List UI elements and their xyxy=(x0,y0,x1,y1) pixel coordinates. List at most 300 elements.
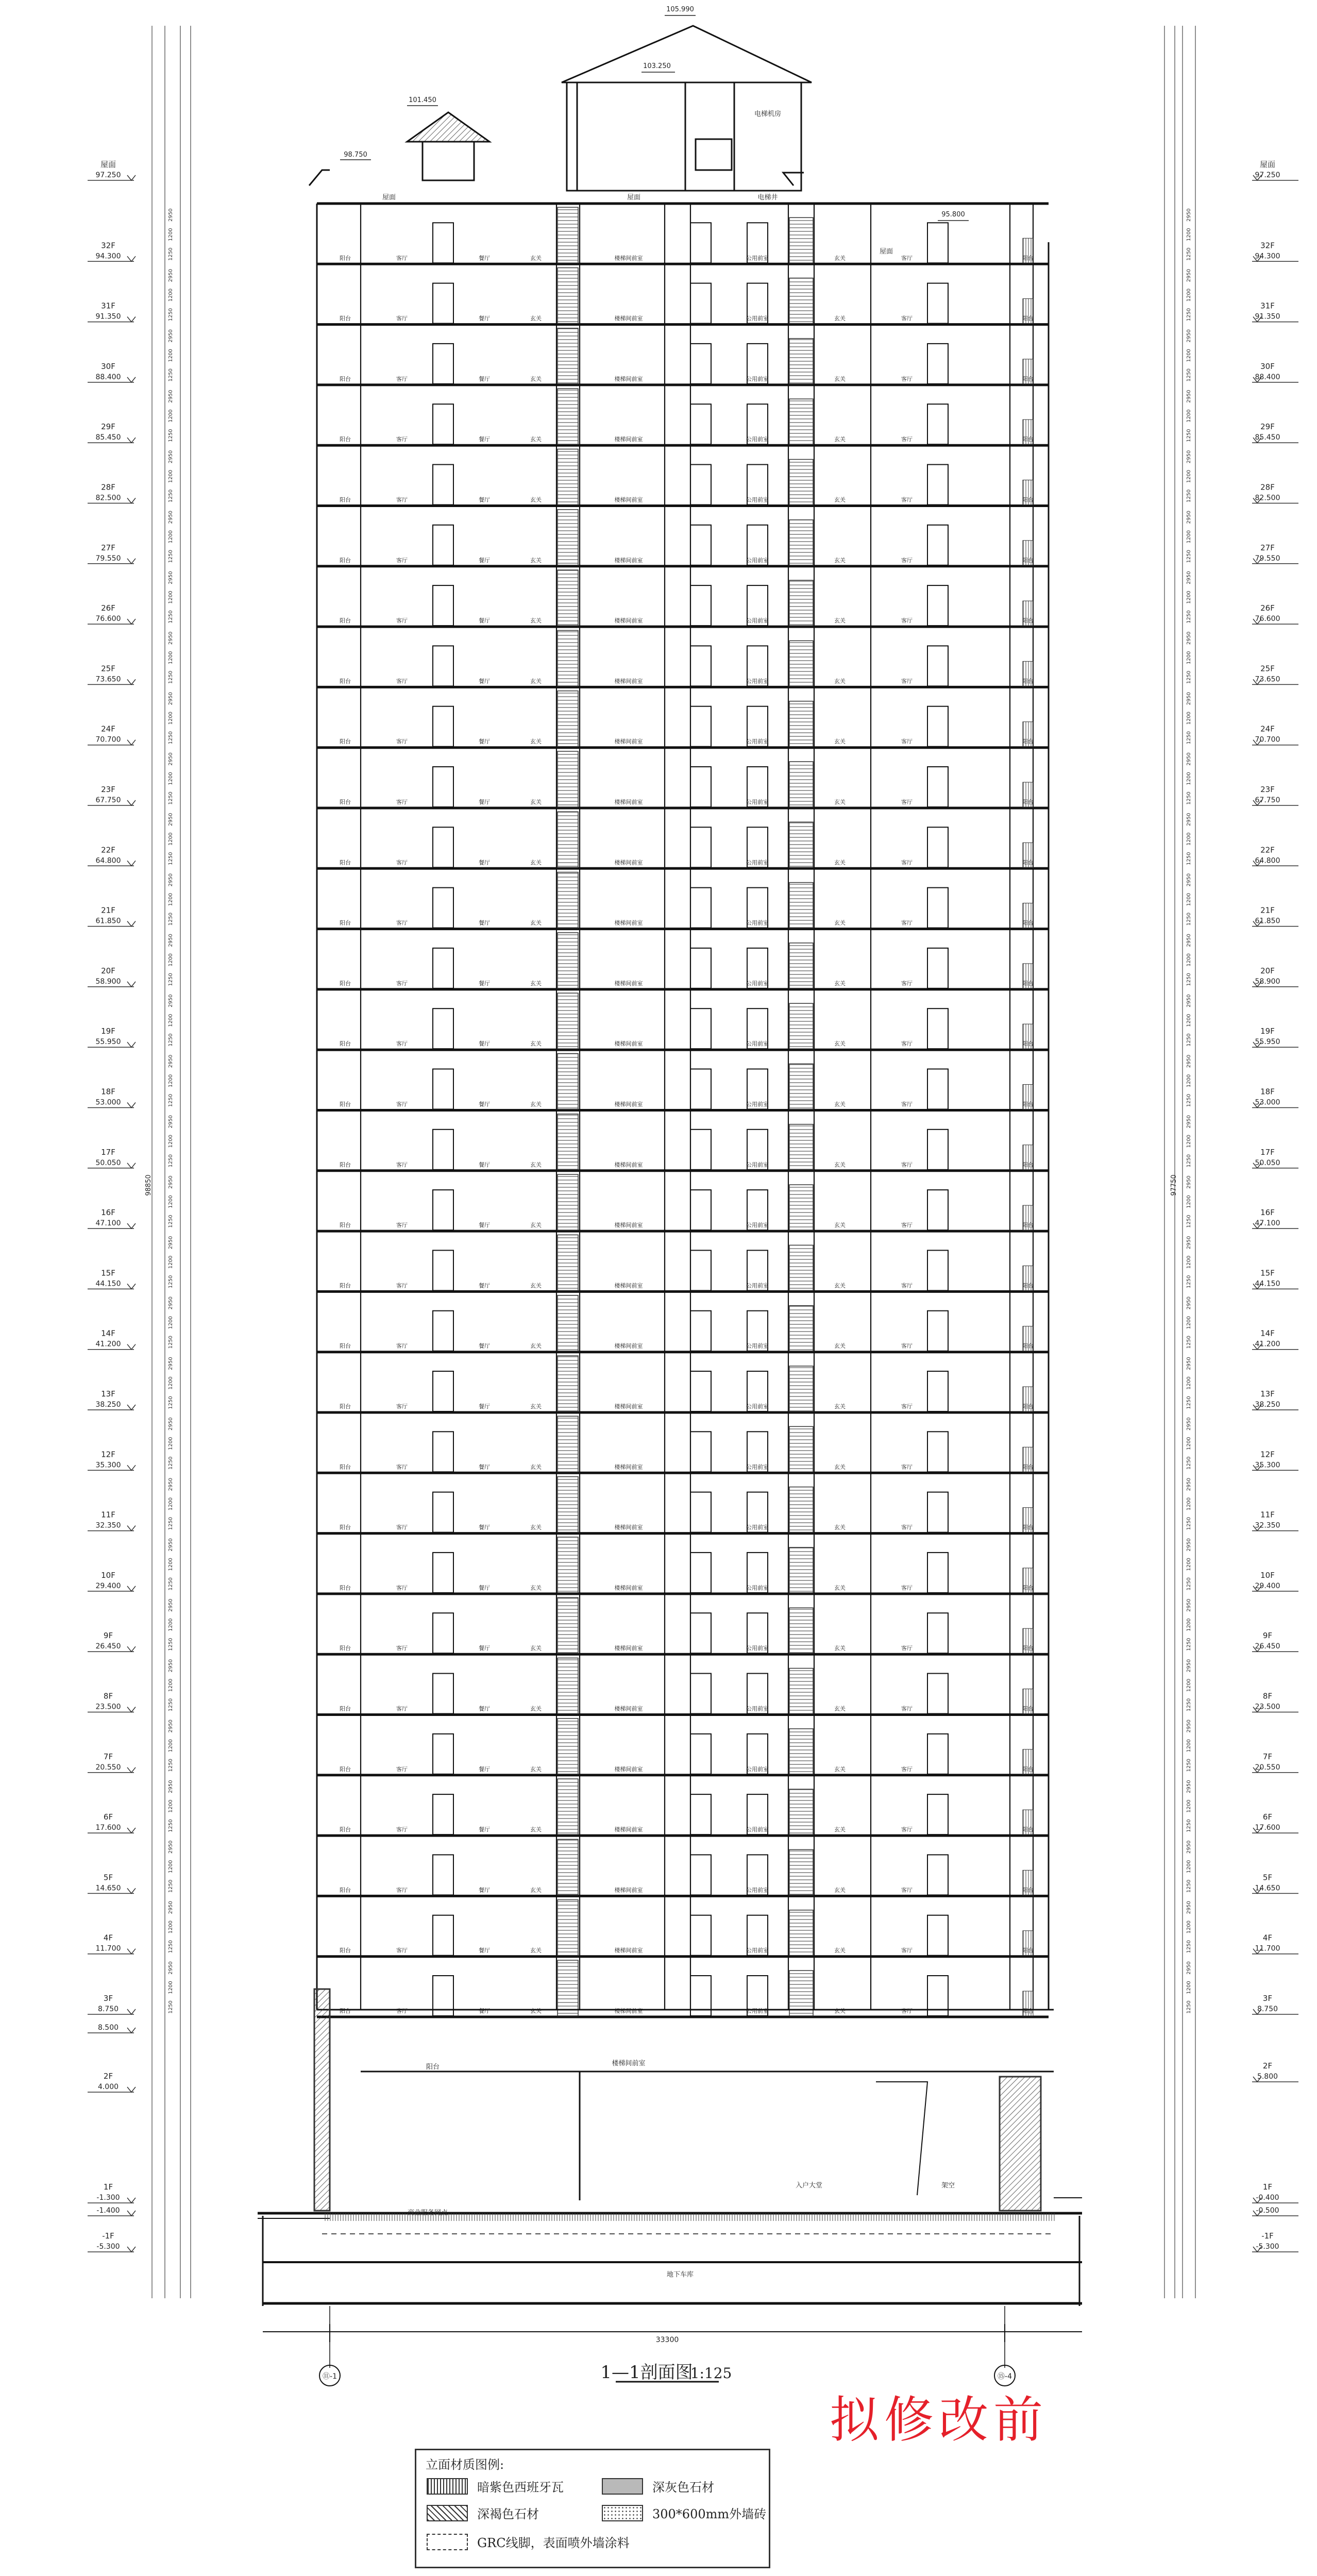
storey-dimension: 1250 xyxy=(168,1154,174,1168)
storey-dimension: 1200 xyxy=(1186,772,1192,785)
level-name: 12F xyxy=(101,1450,115,1459)
legend-item-wall-tile xyxy=(602,2504,766,2522)
tile-swatch-icon xyxy=(427,2478,468,2495)
room-label: 公用前室 xyxy=(746,557,769,564)
storey-dimension: 1250 xyxy=(168,1335,174,1349)
room-label: 餐厅 xyxy=(479,1222,490,1229)
axis-label-right: ⑮-4 xyxy=(998,2372,1012,2381)
level-elevation: 64.800 xyxy=(1255,856,1280,865)
door-opening xyxy=(433,706,453,747)
stair-hatch xyxy=(558,812,578,867)
level-elevation: 35.300 xyxy=(95,1461,121,1470)
storey-dimension: 2950 xyxy=(168,1900,174,1914)
stair-hatch xyxy=(558,872,578,928)
storey-dimension: 2950 xyxy=(168,450,174,464)
level-name: 1F xyxy=(103,2182,113,2192)
room-label: 楼梯间前室 xyxy=(614,617,643,625)
level-name: 29F xyxy=(1260,422,1275,432)
storey-dimension: 2950 xyxy=(1186,329,1192,343)
room-label: 阳台 xyxy=(340,1403,351,1410)
storey-dimension: 1250 xyxy=(168,670,174,684)
level-marker xyxy=(88,1450,136,1470)
level-name: 23F xyxy=(101,785,115,794)
stair-hatch xyxy=(558,207,578,263)
level-elevation: 11.700 xyxy=(95,1944,121,1953)
room-label: 客厅 xyxy=(901,1222,913,1229)
door-opening xyxy=(690,223,711,263)
room-label: 餐厅 xyxy=(479,678,490,685)
room-label: 客厅 xyxy=(396,1463,408,1471)
storey-dimension: 1250 xyxy=(168,429,174,442)
level-name: 16F xyxy=(101,1208,115,1218)
room-label: 楼梯间前室 xyxy=(614,436,643,443)
room-label: 客厅 xyxy=(396,1826,408,1833)
room-label: 客厅 xyxy=(901,678,913,685)
room-label: 客厅 xyxy=(901,859,913,866)
storey-dimension: 1250 xyxy=(1186,1698,1192,1712)
level-name: 15F xyxy=(101,1268,115,1278)
storey-dimension: 1250 xyxy=(168,489,174,503)
storey-dimension: 1250 xyxy=(1186,1517,1192,1530)
level-name: 6F xyxy=(103,1812,113,1822)
level-marker xyxy=(88,2207,136,2216)
room-label: 玄关 xyxy=(530,1403,542,1410)
room-label: 玄关 xyxy=(530,1101,542,1108)
room-label: 玄关 xyxy=(834,1765,846,1773)
level-elevation: 26.450 xyxy=(95,1642,121,1651)
door-opening xyxy=(433,1008,453,1049)
level-elevation: 29.400 xyxy=(1255,1581,1280,1590)
room-label: 玄关 xyxy=(834,1463,846,1471)
storey-dimension: 1200 xyxy=(168,1558,174,1571)
storey-dimension: 1250 xyxy=(168,1456,174,1470)
door-opening xyxy=(690,1553,711,1593)
room-label: 餐厅 xyxy=(479,1040,490,1048)
room-basement-label: 地下车库 xyxy=(666,2271,694,2279)
door-opening xyxy=(927,525,948,565)
room-label: 客厅 xyxy=(901,1040,913,1048)
storey-dimension: 2950 xyxy=(168,511,174,524)
storey-dimension: 2950 xyxy=(1186,1296,1192,1310)
door-opening xyxy=(927,1492,948,1533)
room-label: 餐厅 xyxy=(479,738,490,745)
door-opening xyxy=(927,404,948,444)
level-name: 18F xyxy=(101,1087,115,1097)
level-elevation: 53.000 xyxy=(1255,1098,1280,1107)
room-label: 阳台 xyxy=(340,1826,351,1833)
door-opening xyxy=(690,1250,711,1290)
level-name: 28F xyxy=(101,482,115,492)
storey-dimension: 2950 xyxy=(1186,752,1192,766)
room-label: 客厅 xyxy=(901,1887,913,1894)
level-name: 8F xyxy=(1262,1691,1273,1701)
storey-dimension: 2950 xyxy=(1186,1900,1192,1914)
level-marker xyxy=(1252,1329,1298,1350)
level-marker xyxy=(88,2231,136,2252)
room-label: 阳台 xyxy=(340,1342,351,1350)
storey-dimension: 2950 xyxy=(168,390,174,403)
room-label: 阳台 xyxy=(340,1584,351,1591)
room-label: 客厅 xyxy=(396,1584,408,1591)
level-name: 20F xyxy=(101,966,115,975)
shaft-hatch xyxy=(789,339,813,384)
stair-hatch xyxy=(558,510,578,565)
room-label: 楼梯间前室 xyxy=(614,1040,643,1048)
door-opening xyxy=(690,1311,711,1351)
storey-dimension: 1200 xyxy=(1186,1497,1192,1511)
storey-dimension: 1200 xyxy=(168,1316,174,1329)
storey-dimension: 2950 xyxy=(168,208,174,222)
level-name: 4F xyxy=(103,1933,113,1943)
level-marker xyxy=(88,1631,136,1652)
room-label: 餐厅 xyxy=(479,2008,490,2014)
room-label: 阳台 xyxy=(340,1040,351,1048)
room-label: 公用前室 xyxy=(746,1463,769,1471)
room-label: 餐厅 xyxy=(479,1161,490,1168)
shaft-hatch xyxy=(789,1306,813,1351)
storey-dimension: 2950 xyxy=(168,692,174,705)
storey-dimension: 1200 xyxy=(168,1739,174,1753)
stair-hatch xyxy=(558,1597,578,1653)
room-label: 阳台 xyxy=(340,799,351,805)
storey-dimension: 1200 xyxy=(1186,409,1192,423)
level-marker xyxy=(88,664,136,684)
storey-dimension: 1200 xyxy=(1186,228,1192,242)
room-label: 楼梯间前室 xyxy=(614,980,643,987)
room-label: 阳台 xyxy=(340,1705,351,1712)
storey-dimension: 1200 xyxy=(168,832,174,846)
storey-dimension: 2950 xyxy=(168,1296,174,1310)
level-marker xyxy=(88,1510,136,1531)
room-label: 玄关 xyxy=(834,980,846,987)
storey-dimension: 2950 xyxy=(168,813,174,827)
material-legend xyxy=(415,2449,770,2568)
room-label: 楼梯间前室 xyxy=(614,859,643,866)
door-opening xyxy=(690,1613,711,1653)
room-label: 阳台 xyxy=(1022,678,1034,685)
storey-dimension: 1200 xyxy=(1186,1739,1192,1753)
storey-dimension: 1250 xyxy=(1186,1215,1192,1228)
level-marker xyxy=(88,1933,136,1954)
storey-dimension: 1200 xyxy=(168,1376,174,1390)
room-label: 楼梯间前室 xyxy=(614,1101,643,1108)
level-name: 18F xyxy=(1260,1087,1275,1097)
stair-hatch xyxy=(558,1719,578,1774)
room-label: 客厅 xyxy=(396,1887,408,1894)
level-elevation: 41.200 xyxy=(1255,1340,1280,1349)
storey-dimension: 2950 xyxy=(1186,450,1192,464)
roof-terrace-label-left: 屋面 xyxy=(382,194,396,201)
level-elevation: 8.750 xyxy=(1257,2005,1278,2013)
door-opening xyxy=(433,1734,453,1774)
shaft-hatch xyxy=(789,1185,813,1230)
level-marker xyxy=(1252,664,1298,684)
room-label: 阳台 xyxy=(1022,617,1034,625)
room-label: 客厅 xyxy=(396,617,408,625)
room-label: 餐厅 xyxy=(479,859,490,866)
room-commercial-label: 商业服务网点 xyxy=(407,2209,448,2217)
room-label: 玄关 xyxy=(834,1101,846,1108)
room-label: 客厅 xyxy=(396,1765,408,1773)
storey-dimension: 2950 xyxy=(1186,1236,1192,1250)
storey-dimension: 1200 xyxy=(1186,1558,1192,1571)
level-elevation: 17.600 xyxy=(1255,1824,1280,1832)
level-elevation: 58.900 xyxy=(1255,977,1280,986)
room-label: 楼梯间前室 xyxy=(614,1705,643,1712)
door-opening xyxy=(927,827,948,867)
room-label: 餐厅 xyxy=(479,557,490,564)
level-marker xyxy=(1252,422,1298,443)
storey-dimension: 1250 xyxy=(1186,1577,1192,1591)
shaft-hatch xyxy=(789,580,813,626)
stair-hatch xyxy=(558,1658,578,1714)
storey-dimension: 1250 xyxy=(168,1093,174,1107)
level-marker xyxy=(88,1329,136,1350)
storey-dimension: 2950 xyxy=(168,934,174,947)
level-name: 17F xyxy=(101,1147,115,1157)
level-marker xyxy=(88,301,136,322)
level-marker xyxy=(1252,2182,1298,2203)
roof-terrace-label-right: 屋面 xyxy=(879,248,893,256)
level-elevation: 44.150 xyxy=(1255,1279,1280,1288)
level-elevation: 94.300 xyxy=(1255,252,1280,261)
level-marker xyxy=(1252,1148,1298,1168)
room-label: 玄关 xyxy=(834,617,846,625)
room-label: 客厅 xyxy=(901,2008,913,2014)
level-name: 21F xyxy=(1260,905,1275,915)
shaft-hatch xyxy=(789,1003,813,1049)
room-label: 玄关 xyxy=(530,1222,542,1229)
storey-dimension: 2950 xyxy=(168,994,174,1007)
level-name: 6F xyxy=(1262,1812,1273,1822)
level-marker xyxy=(1252,845,1298,866)
room-label: 客厅 xyxy=(396,678,408,685)
level-elevation: 47.100 xyxy=(1255,1219,1280,1228)
storey-dimension: 1250 xyxy=(1186,2000,1192,2014)
podium xyxy=(258,1989,1082,2306)
level-name: 12F xyxy=(1260,1450,1275,1459)
storey-dimension: 1200 xyxy=(1186,1860,1192,1874)
left-level-column xyxy=(88,160,136,2252)
brown-stone-swatch-icon xyxy=(427,2505,468,2521)
level-name: 5F xyxy=(1262,1873,1273,1882)
level-name: 31F xyxy=(1260,301,1275,311)
storey-dimension: 2950 xyxy=(168,631,174,645)
room-label: 楼梯间前室 xyxy=(614,1342,643,1350)
door-opening xyxy=(690,1734,711,1774)
storey-dimension: 1250 xyxy=(168,1517,174,1530)
storey-dimension: 1200 xyxy=(168,409,174,423)
room-label: 客厅 xyxy=(901,1705,913,1712)
level-elevation: 73.650 xyxy=(1255,675,1280,684)
room-label: 阳台 xyxy=(1022,919,1034,927)
shaft-hatch xyxy=(789,762,813,807)
room-label: 玄关 xyxy=(530,919,542,927)
room-label: 楼梯间前室 xyxy=(614,1826,643,1833)
room-label: 餐厅 xyxy=(479,1282,490,1289)
door-opening xyxy=(690,404,711,444)
shaft-hatch xyxy=(789,822,813,867)
level-marker xyxy=(88,422,136,443)
room-label: 客厅 xyxy=(396,738,408,745)
shaft-hatch xyxy=(789,641,813,686)
stair-hatch xyxy=(558,1416,578,1472)
level-name: 27F xyxy=(1260,543,1275,552)
storey-dimension: 1200 xyxy=(168,530,174,544)
room-label: 公用前室 xyxy=(746,315,769,322)
room-label: 阳台 xyxy=(340,2008,351,2014)
level-name: 8F xyxy=(103,1691,113,1701)
level-elevation: 85.450 xyxy=(95,433,121,442)
door-opening xyxy=(690,948,711,988)
door-opening xyxy=(690,1371,711,1411)
level-marker xyxy=(88,725,136,745)
level-marker xyxy=(1252,1812,1298,1833)
storey-dimension: 1250 xyxy=(1186,610,1192,624)
door-opening xyxy=(690,827,711,867)
door-opening xyxy=(927,1130,948,1170)
room-label: 阳台 xyxy=(340,617,351,625)
level-elevation: 38.250 xyxy=(1255,1401,1280,1409)
shaft-hatch xyxy=(789,278,813,324)
room-label: 玄关 xyxy=(834,1826,846,1833)
room-label: 客厅 xyxy=(901,557,913,564)
room-label: 客厅 xyxy=(396,255,408,262)
storey-dimension: 2950 xyxy=(1186,1357,1192,1370)
room-label: 阳台 xyxy=(1022,1040,1034,1048)
storey-dimension: 1250 xyxy=(1186,1275,1192,1289)
level-elevation: 14.650 xyxy=(95,1884,121,1893)
level-elevation: 17.600 xyxy=(95,1824,121,1832)
legend-label: GRC线脚，表面喷外墙涂料 xyxy=(477,2536,630,2550)
storey-dimension: 1250 xyxy=(168,1033,174,1047)
room-label: 客厅 xyxy=(901,436,913,443)
room-label: 楼梯间前室 xyxy=(614,738,643,745)
storey-dimension: 1200 xyxy=(168,1437,174,1451)
storey-dimension: 1250 xyxy=(168,973,174,986)
room-label: 玄关 xyxy=(530,255,542,262)
room-label: 阳台 xyxy=(340,1101,351,1108)
stair-hatch xyxy=(558,933,578,988)
level-name: 11F xyxy=(101,1510,115,1520)
storey-dimension: 2950 xyxy=(1186,1659,1192,1673)
storey-dimension: 1200 xyxy=(1186,1618,1192,1631)
room-label: 楼梯间前室 xyxy=(614,315,643,322)
door-opening xyxy=(433,344,453,384)
level-marker xyxy=(88,1994,136,2014)
door-opening xyxy=(690,465,711,505)
storey-dimension: 2950 xyxy=(168,1961,174,1975)
level-marker xyxy=(88,906,136,927)
storey-dimension: 1200 xyxy=(168,1195,174,1208)
axis-label-left: ⑪-1 xyxy=(323,2372,337,2381)
room-label: 阳台 xyxy=(340,1887,351,1894)
level-elevation: 64.800 xyxy=(95,856,121,865)
room-labels xyxy=(408,2059,955,2279)
room-label: 客厅 xyxy=(396,436,408,443)
level-elevation: 32.350 xyxy=(1255,1521,1280,1530)
level-name: 2F xyxy=(103,2072,113,2081)
room-label: 客厅 xyxy=(396,919,408,927)
room-label: 客厅 xyxy=(396,1524,408,1531)
shaft-hatch xyxy=(789,1366,813,1411)
level-elevation: 67.750 xyxy=(95,796,121,804)
section-scale: 1:125 xyxy=(690,2365,732,2382)
room-label: 阳台 xyxy=(1022,1765,1034,1773)
level-name: 21F xyxy=(101,905,115,915)
room-label: 餐厅 xyxy=(479,1524,490,1531)
room-label: 餐厅 xyxy=(479,1645,490,1652)
wall-tile-swatch-icon xyxy=(602,2505,643,2521)
level-elevation: 70.700 xyxy=(95,735,121,744)
room-label: 客厅 xyxy=(901,255,913,262)
stair-hatch xyxy=(558,751,578,807)
room-label: 玄关 xyxy=(530,799,542,805)
door-opening xyxy=(433,585,453,626)
storey-dimension: 1200 xyxy=(1186,1316,1192,1329)
level-elevation: 38.250 xyxy=(95,1401,121,1409)
level-marker xyxy=(88,1026,136,1047)
level-marker xyxy=(88,160,136,180)
storey-dimension: 2950 xyxy=(1186,1840,1192,1854)
room-label: 玄关 xyxy=(530,859,542,866)
storey-dimension: 1200 xyxy=(1186,1014,1192,1027)
level-elevation: 79.550 xyxy=(95,554,121,563)
level-elevation: 26.450 xyxy=(1255,1642,1280,1651)
storey-dimension: 2950 xyxy=(168,1538,174,1552)
level-marker xyxy=(1252,301,1298,322)
storey-dimension: 2950 xyxy=(1186,994,1192,1007)
level-marker xyxy=(88,1873,136,1893)
room-label: 餐厅 xyxy=(479,315,490,322)
right-total-height-dimension: 97750 xyxy=(1170,1174,1178,1196)
door-opening xyxy=(927,767,948,807)
door-opening xyxy=(690,1190,711,1230)
level-elevation: 23.500 xyxy=(95,1703,121,1711)
storey-dimension: 1250 xyxy=(168,1940,174,1954)
level-marker xyxy=(1252,725,1298,745)
room-label: 餐厅 xyxy=(479,1584,490,1591)
storey-dimension: 1250 xyxy=(1186,429,1192,442)
level-name: 31F xyxy=(101,301,115,311)
room-label: 玄关 xyxy=(834,1947,846,1954)
room-label: 餐厅 xyxy=(479,1463,490,1471)
room-label: 玄关 xyxy=(530,1584,542,1591)
level-name: 屋面 xyxy=(100,160,116,169)
storey-dimension: 1250 xyxy=(168,1638,174,1651)
room-label: 玄关 xyxy=(530,1947,542,1954)
room-podium-balcony-label: 阳台 xyxy=(426,2063,440,2071)
storey-dimension: 1250 xyxy=(1186,1335,1192,1349)
level-elevation: -0.400 xyxy=(1256,2194,1279,2202)
room-label: 餐厅 xyxy=(479,1947,490,1954)
storey-dimension: 1200 xyxy=(1186,953,1192,967)
room-void-label: 架空 xyxy=(941,2182,955,2190)
room-label: 阳台 xyxy=(340,375,351,382)
room-label: 阳台 xyxy=(1022,375,1034,382)
room-label: 阳台 xyxy=(340,1765,351,1773)
storey-dimension: 1250 xyxy=(1186,247,1192,261)
room-label: 玄关 xyxy=(530,375,542,382)
room-label: 客厅 xyxy=(901,980,913,987)
legend-item-brown-stone xyxy=(427,2504,539,2522)
room-label: 阳台 xyxy=(340,436,351,443)
room-label: 玄关 xyxy=(834,1524,846,1531)
storey-dimension: 1200 xyxy=(1186,1135,1192,1148)
room-label: 玄关 xyxy=(530,496,542,503)
stair-hatch xyxy=(558,1537,578,1593)
room-label: 客厅 xyxy=(901,919,913,927)
